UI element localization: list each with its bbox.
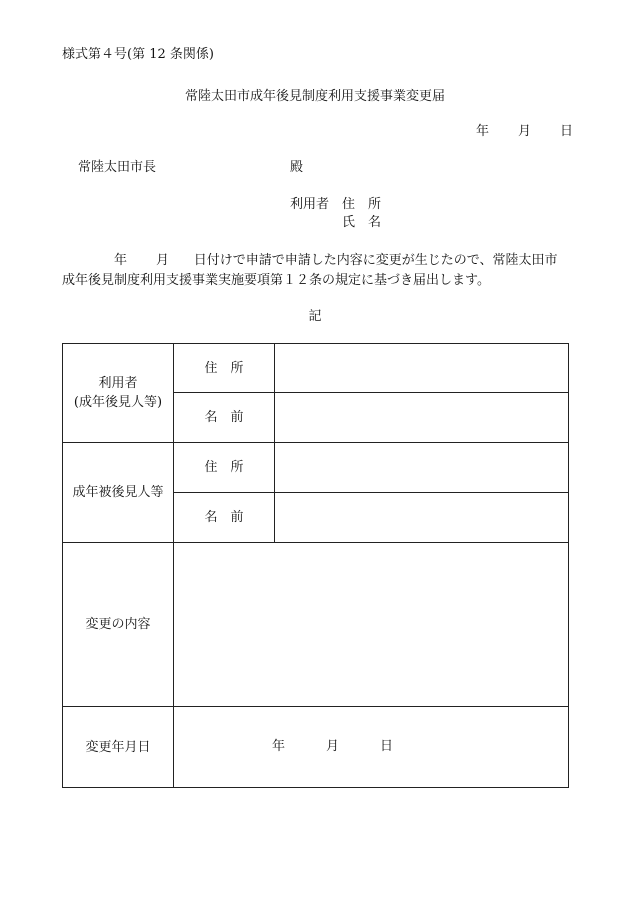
document-title: 常陸太田市成年後見制度利用支援事業変更届 [184,89,445,104]
change-date-label: 変更年月日 [63,707,174,788]
addressee-mayor: 常陸太田市長 [78,160,157,175]
change-date-field[interactable] [174,707,569,788]
applicant-role: 利用者 [290,197,330,212]
change-date-year: 年 [272,739,286,754]
ward-address-label: 住 所 [174,443,275,493]
addressee-honorific: 殿 [290,160,304,175]
change-content-label: 変更の内容 [63,543,174,707]
date-month: 月 [518,124,532,139]
form-number: 様式第４号(第 12 条関係) [62,47,214,62]
applicant-name-label: 氏 名 [342,215,382,230]
date-year: 年 [476,124,490,139]
submission-date [476,125,573,138]
body-text: 日付けで申請で申請した内容に変更が生じたので、常陸太田市成年後見制度利用支援事業実施要項第１２条の規定に基づき届出します。 [62,253,558,288]
ward-label: 成年被後見人等 [72,485,164,500]
user-label-cell [63,344,174,443]
change-content-field[interactable] [174,543,569,707]
applicant-address-label: 住 所 [342,197,382,212]
body-paragraph [62,251,568,291]
user-name-label: 名 前 [174,393,275,443]
user-label: 利用者 [98,376,138,391]
ki-heading: 記 [308,309,322,324]
change-form-table [62,343,569,788]
ward-name-field[interactable] [275,493,569,543]
change-date-day: 日 [380,739,394,754]
change-date-month: 月 [326,739,340,754]
ward-label-cell [63,443,174,543]
date-day: 日 [560,124,574,139]
ward-address-field[interactable] [275,443,569,493]
body-month: 月 [155,253,169,268]
user-address-field[interactable] [275,344,569,393]
ward-name-label: 名 前 [174,493,275,543]
body-year: 年 [114,253,128,268]
user-name-field[interactable] [275,393,569,443]
user-address-label: 住 所 [174,344,275,393]
guardian-label: (成年後見人等) [73,395,163,410]
